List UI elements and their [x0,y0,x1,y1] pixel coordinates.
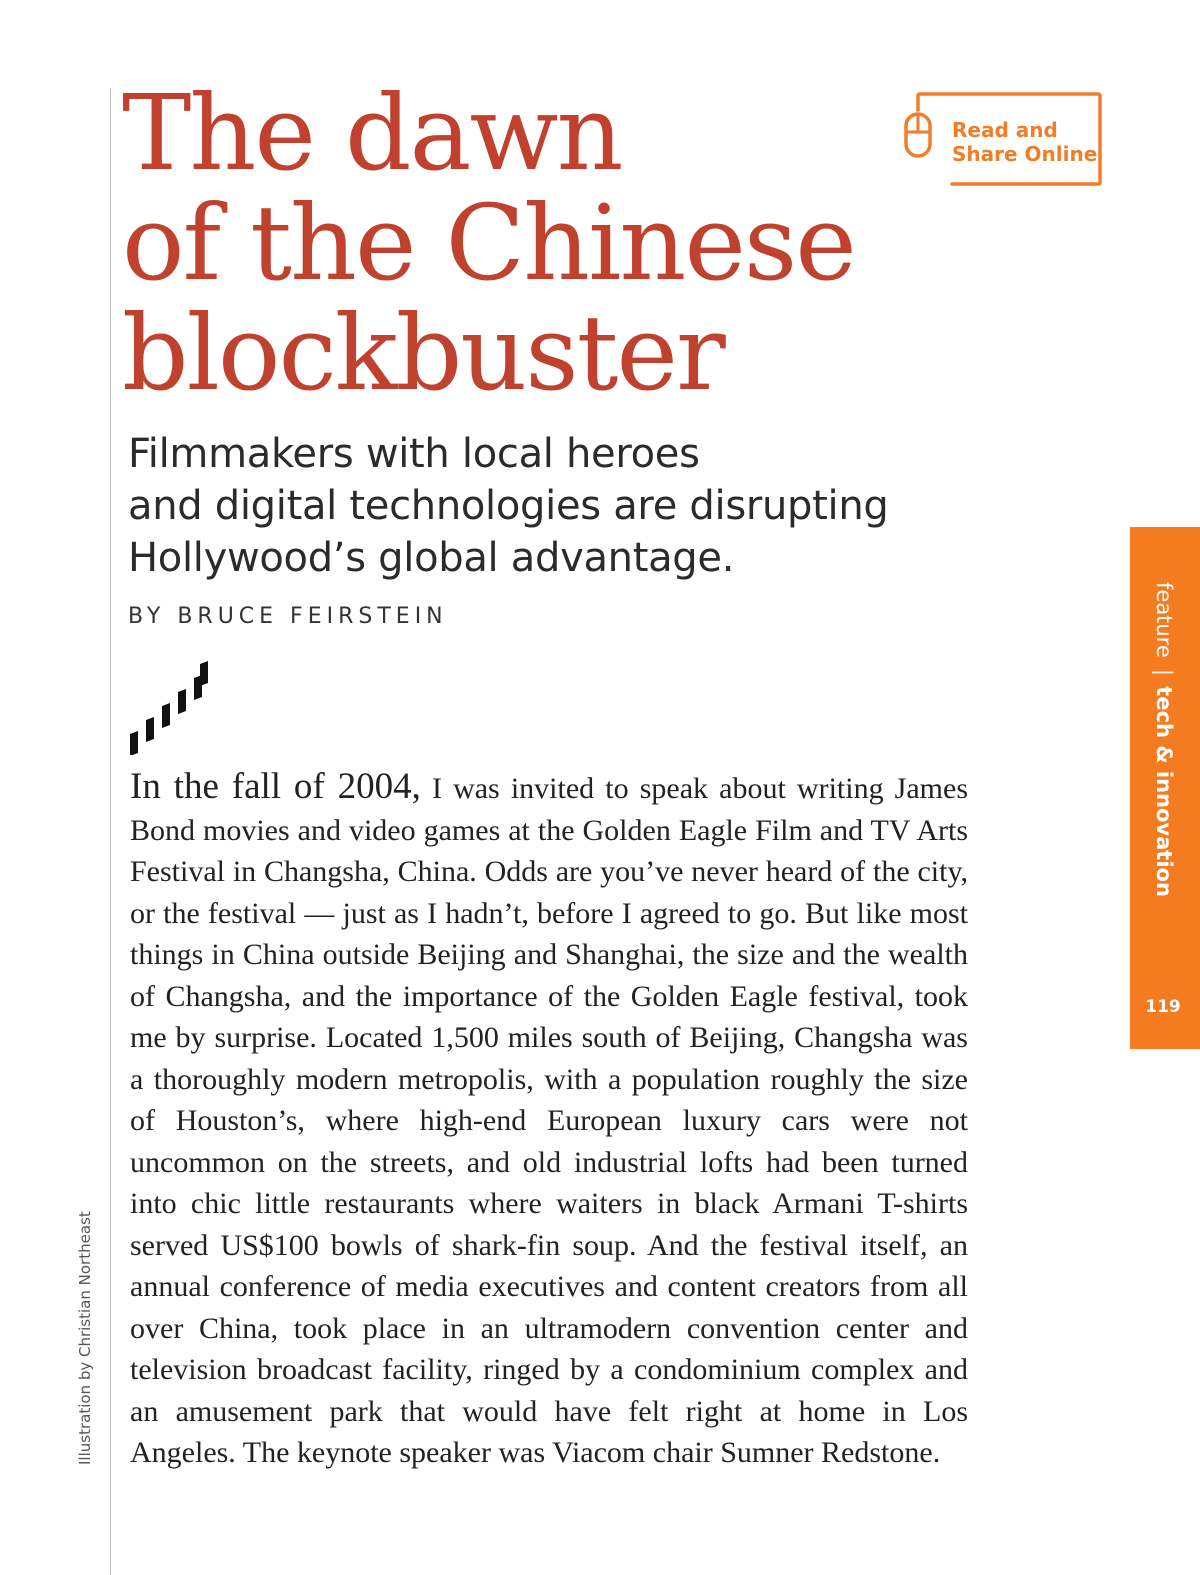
article-subtitle [128,428,889,584]
title-line: blockbuster [122,292,724,414]
badge-label-line2: Share Online [952,142,1098,166]
subtitle-line: and digital technologies are disrupting [128,483,889,529]
section-tab [1130,527,1200,1049]
read-share-online-badge[interactable] [900,92,1100,188]
computer-mouse-icon [906,114,930,156]
page-number: 119 [1145,997,1181,1017]
left-margin-rule [110,88,111,1575]
subtitle-line: Filmmakers with local heroes [128,431,700,477]
title-line: of the Chinese [122,182,855,304]
section-label [1152,582,1176,897]
subtitle-line: Hollywood’s global advantage. [128,535,735,581]
film-strip-dashes-icon [126,660,216,755]
article-body [130,766,968,1474]
title-line: The dawn [122,72,622,194]
section-name: feature [1152,582,1176,658]
author-byline: BY BRUCE FEIRSTEIN [128,604,448,629]
section-category: tech & innovation [1152,686,1176,897]
body-text: I was invited to speak about writing James Bond movies and video games at the Golden Eagle Film and TV Arts Festival in Changsha, China. Odds are you’ve never heard of the city, or the festival — just as I hadn’t, before I agreed to go. But like most things in China outside Beijing and Shanghai, the size and the wealth of Changsha, and the importance of the Golden Eagle festival, took me by surprise. Located 1,500 miles south of Beijing, Changsha was a thoroughly modern metropolis, with a population roughly the size of Houston’s, where high-end European luxury cars were not uncommon on the streets, and old industrial lofts had been turned into chic little restaurants where waiters in black Armani T-shirts served US$100 bowls of shark-fin soup. And the festival itself, an annual conference of media executives and content creators from all over China, took place in an ultramodern convention center and television broadcast facility, ringed by a condominium complex and an amusement park that would have felt right at home in Los Angeles. The keynote speaker was Viacom chair Sumner Redstone. [130,772,968,1469]
article-title [122,72,855,414]
illustration-credit: Illustration by Christian Northeast [76,1211,94,1465]
lead-in: In the fall of 2004, [130,766,421,807]
badge-label-line1: Read and [952,118,1058,142]
section-separator: | [1152,668,1176,676]
